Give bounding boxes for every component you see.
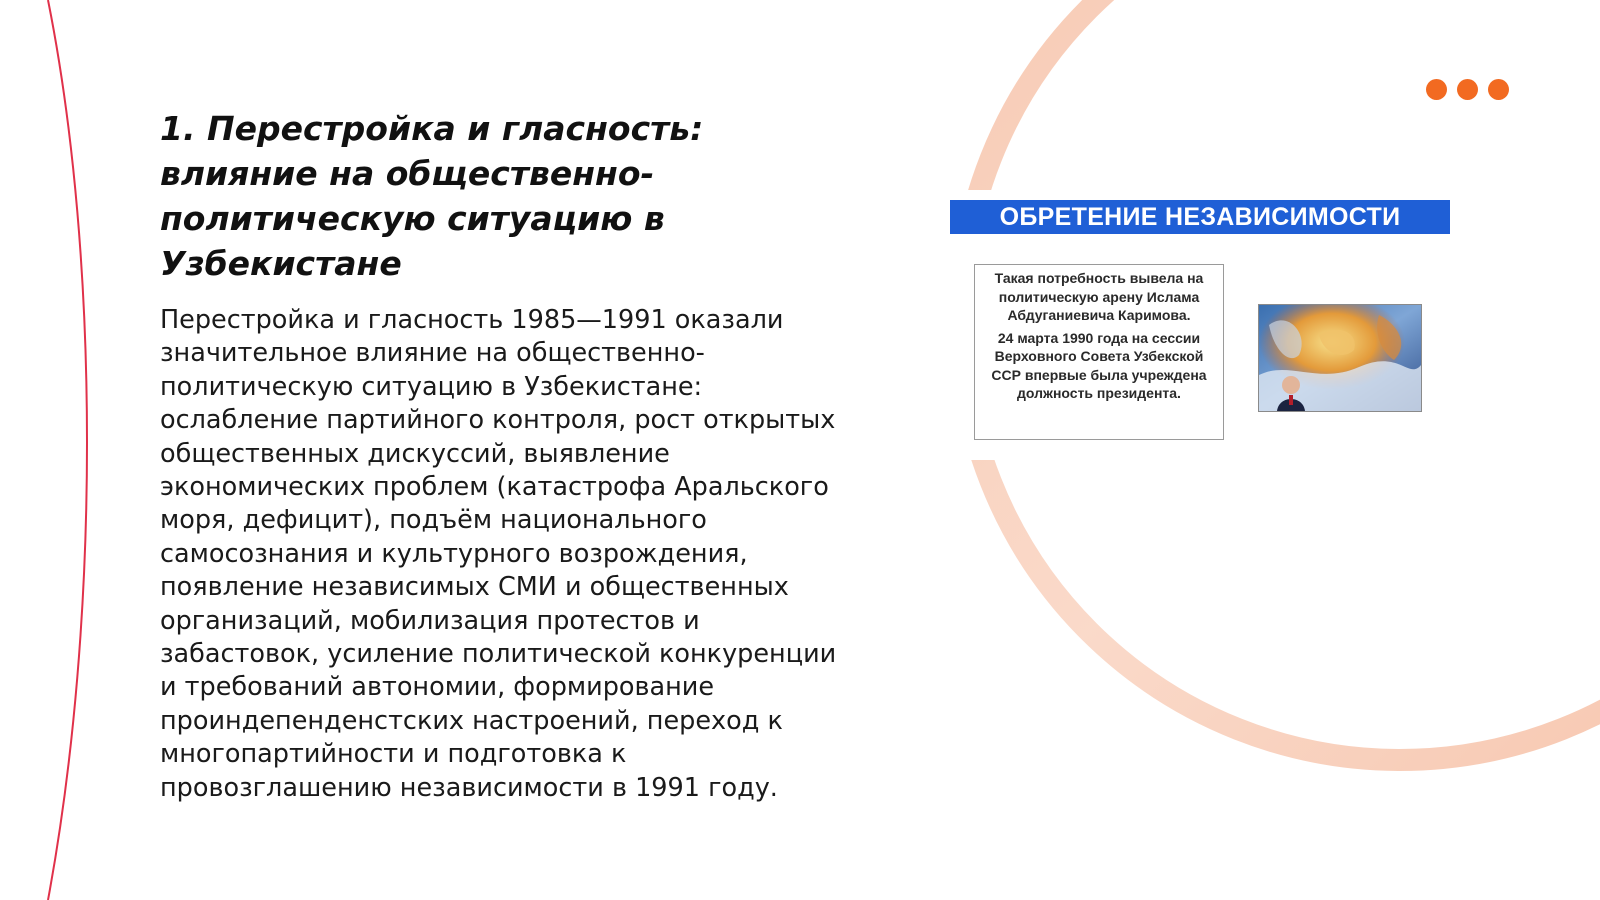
caption-paragraph: 24 марта 1990 года на сессии Верховного Совета Узбекской ССР впервые была учреждена должность президента. (991, 329, 1207, 401)
slide-body-text: Перестройка и гласность 1985—1991 оказали значительное влияние на общественно-политическую ситуацию в Узбекистане: ослабление партийного контроля, рост открытых общественных дискуссий, выявление экономических проблем (катастрофа Аральского моря, дефицит), подъём национального самосознания и культурного возрождения, появление независимых СМИ и общественных организаций, мобилизация протестов и забастовок, усиление политической конкуренции и требований автономии, формирование проиндепенденстских настроений, переход к многопартийности и подготовка к провозглашению независимости в 1991 году. (160, 305, 837, 803)
slide-title: 1. Перестройка и гласность: влияние на общественно-политическую ситуацию в Узбекистане (160, 109, 704, 283)
independence-banner: ОБРЕТЕНИЕ НЕЗАВИСИМОСТИ (950, 200, 1450, 234)
dot-icon (1488, 79, 1509, 100)
portrait-painting-icon (1258, 304, 1422, 412)
karimov-caption-box (974, 264, 1224, 440)
dot-icon (1426, 79, 1447, 100)
more-dots-icon[interactable] (1426, 79, 1509, 100)
dot-icon (1457, 79, 1478, 100)
painting-image (1259, 305, 1421, 411)
caption-paragraph: Такая потребность вывела на политическую арену Ислама Абдуганиевича Каримова. (994, 270, 1204, 323)
